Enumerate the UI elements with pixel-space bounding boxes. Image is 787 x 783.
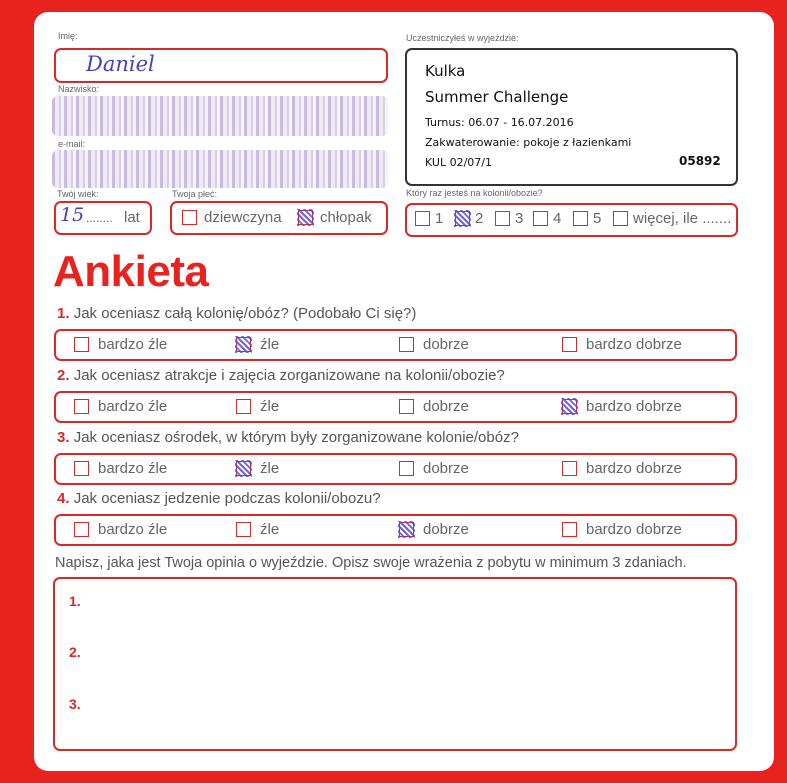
q2-checkbox-zle[interactable] xyxy=(236,399,251,414)
visits-checkbox-3[interactable] xyxy=(495,211,510,226)
age-field[interactable] xyxy=(54,201,152,235)
visits-checkbox-more[interactable] xyxy=(613,211,628,226)
camp-accommodation-label: Zakwaterowanie: xyxy=(425,136,520,149)
gender-label: Twoja płeć: xyxy=(172,189,218,199)
q2-option-zle: źle xyxy=(260,398,280,415)
gender-field xyxy=(170,201,388,235)
question-4-text: Jak oceniasz jedzenie podczas kolonii/obozu? xyxy=(73,490,381,507)
visits-option-4: 4 xyxy=(553,210,562,227)
email-field-redacted[interactable] xyxy=(52,150,388,188)
camp-accommodation-value: pokoje z łazienkami xyxy=(523,136,632,149)
q3-checkbox-dobrze[interactable] xyxy=(399,461,414,476)
question-1 xyxy=(57,305,416,322)
q1-option-dobrze: dobrze xyxy=(423,336,469,353)
q3-option-dobrze: dobrze xyxy=(423,460,469,477)
question-3-number: 3. xyxy=(57,429,70,446)
camp-turnus-label: Turnus: xyxy=(425,116,465,129)
question-4-options xyxy=(54,514,737,546)
question-3-text: Jak oceniasz ośrodek, w którym były zorganizowane kolonie/obóz? xyxy=(73,429,519,446)
q4-checkbox-bardzo-zle[interactable] xyxy=(74,522,89,537)
gender-option-boy: chłopak xyxy=(320,209,372,226)
q3-checkbox-zle[interactable] xyxy=(236,461,251,476)
question-3 xyxy=(57,429,519,446)
camp-accommodation xyxy=(425,136,631,149)
visits-checkbox-2[interactable] xyxy=(455,211,470,226)
q2-option-bardzo-zle: bardzo źle xyxy=(98,398,168,415)
last-name-field-redacted[interactable] xyxy=(52,96,388,136)
q2-checkbox-dobrze[interactable] xyxy=(399,399,414,414)
visits-label: Który raz jesteś na kolonii/obozie? xyxy=(406,188,543,198)
question-3-options xyxy=(54,453,737,485)
q3-option-bardzo-dobrze: bardzo dobrze xyxy=(586,460,682,477)
question-1-text: Jak oceniasz całą kolonię/obóz? (Podobało Ci się?) xyxy=(73,305,417,322)
visits-option-1: 1 xyxy=(435,210,444,227)
q3-checkbox-bardzo-zle[interactable] xyxy=(74,461,89,476)
q4-option-zle: źle xyxy=(260,521,280,538)
camp-label: Uczestniczyłeś w wyjeździe: xyxy=(406,33,519,43)
q4-checkbox-dobrze[interactable] xyxy=(399,522,414,537)
gender-checkbox-girl[interactable] xyxy=(182,210,197,225)
last-name-label: Nazwisko: xyxy=(58,84,100,94)
question-1-options xyxy=(54,329,737,361)
camp-code: KUL 02/07/1 xyxy=(425,156,492,169)
visits-option-2: 2 xyxy=(475,210,484,227)
question-4 xyxy=(57,490,381,507)
visits-checkbox-5[interactable] xyxy=(573,211,588,226)
first-name-field[interactable] xyxy=(54,48,388,83)
opinion-prompt: Napisz, jaka jest Twoja opinia o wyjeździe. Opisz swoje wrażenia z pobytu w minimum 3 zdaniach. xyxy=(55,555,687,571)
first-name-value: Daniel xyxy=(86,52,155,76)
q1-checkbox-zle[interactable] xyxy=(236,337,251,352)
gender-checkbox-boy[interactable] xyxy=(298,210,313,225)
camp-name: Kulka xyxy=(425,62,466,80)
visits-field xyxy=(405,203,738,237)
age-value: 15 xyxy=(60,204,85,226)
q4-option-dobrze: dobrze xyxy=(423,521,469,538)
visits-option-more: więcej, ile ....... xyxy=(633,210,732,227)
age-label: Twój wiek: xyxy=(57,189,99,199)
q4-option-bardzo-dobrze: bardzo dobrze xyxy=(586,521,682,538)
opinion-line-3: 3. xyxy=(69,696,81,712)
question-1-number: 1. xyxy=(57,305,70,322)
q3-option-zle: źle xyxy=(260,460,280,477)
q3-option-bardzo-zle: bardzo źle xyxy=(98,460,168,477)
camp-info-box xyxy=(405,48,738,186)
opinion-line-1: 1. xyxy=(69,593,81,609)
question-2 xyxy=(57,367,505,384)
q2-option-bardzo-dobrze: bardzo dobrze xyxy=(586,398,682,415)
question-2-number: 2. xyxy=(57,367,70,384)
first-name-label: Imię: xyxy=(58,31,78,41)
q1-option-bardzo-dobrze: bardzo dobrze xyxy=(586,336,682,353)
visits-checkbox-1[interactable] xyxy=(415,211,430,226)
visits-checkbox-4[interactable] xyxy=(533,211,548,226)
age-suffix: lat xyxy=(124,209,140,226)
visits-option-3: 3 xyxy=(515,210,524,227)
q2-checkbox-bardzo-dobrze[interactable] xyxy=(562,399,577,414)
survey-title: Ankieta xyxy=(53,247,209,296)
q2-checkbox-bardzo-zle[interactable] xyxy=(74,399,89,414)
q1-option-zle: źle xyxy=(260,336,280,353)
q1-checkbox-dobrze[interactable] xyxy=(399,337,414,352)
age-dots: ........ xyxy=(86,211,113,225)
camp-turnus-value: 06.07 - 16.07.2016 xyxy=(468,116,574,129)
question-2-options xyxy=(54,391,737,423)
visits-option-5: 5 xyxy=(593,210,602,227)
opinion-textarea[interactable] xyxy=(53,577,737,751)
question-2-text: Jak oceniasz atrakcje i zajęcia zorganizowane na kolonii/obozie? xyxy=(73,367,505,384)
opinion-line-2: 2. xyxy=(69,644,81,660)
gender-option-girl: dziewczyna xyxy=(204,209,282,226)
q1-option-bardzo-zle: bardzo źle xyxy=(98,336,168,353)
q4-checkbox-zle[interactable] xyxy=(236,522,251,537)
q1-checkbox-bardzo-zle[interactable] xyxy=(74,337,89,352)
camp-number: 05892 xyxy=(679,154,721,168)
q4-option-bardzo-zle: bardzo źle xyxy=(98,521,168,538)
q2-option-dobrze: dobrze xyxy=(423,398,469,415)
q3-checkbox-bardzo-dobrze[interactable] xyxy=(562,461,577,476)
q4-checkbox-bardzo-dobrze[interactable] xyxy=(562,522,577,537)
email-label: e-mail: xyxy=(58,139,86,149)
camp-turnus xyxy=(425,116,574,129)
q1-checkbox-bardzo-dobrze[interactable] xyxy=(562,337,577,352)
question-4-number: 4. xyxy=(57,490,70,507)
camp-program: Summer Challenge xyxy=(425,88,569,106)
